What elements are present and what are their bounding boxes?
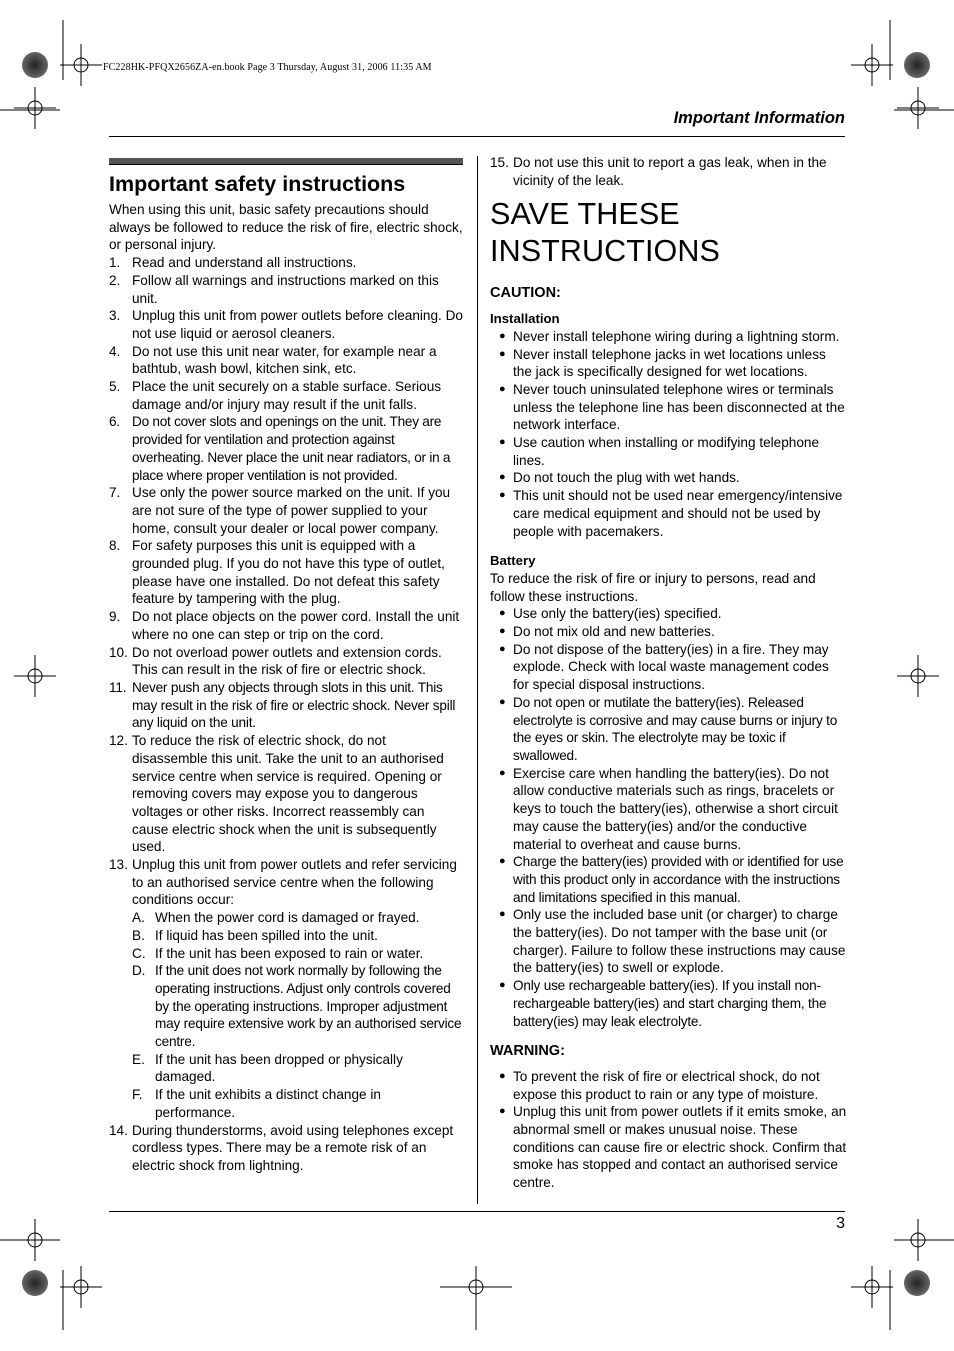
list-item: 15. Do not use this unit to report a gas leak, when in the vicinity of the leak.	[490, 155, 827, 188]
sub-list-item: C. If the unit has been exposed to rain or water.	[132, 945, 424, 961]
list-item: ● Unplug this unit from power outlets if it emits smoke, an abnormal smell or makes unusual noise. These conditions can cause fire or electric shock. Confirm that smoke has stopped and contact an authorised service centre.	[499, 1104, 847, 1191]
list-item: 3. Unplug this unit from power outlets before cleaning. Do not use liquid or aerosol cleaners.	[109, 308, 463, 341]
list-item: ● This unit should not be used near emergency/intensive care medical equipment and should not be used by people with pacemakers.	[499, 488, 843, 539]
list-item: 13. Unplug this unit from power outlets and refer servicing to an authorised service centre when the following conditions occur: A. When the power cord is damaged or frayed. B. If liquid has been spilled into the unit. C. If the unit has been exposed to rain or water. D. If the unit does not work normally by following the operating instructions. Adjust only controls covered by the operating instructions. Improper adjustment may require extensive work by an authorised service centre. E. If the unit has been dropped or physically damaged. F. If the unit exhibits a distinct change in performance.	[109, 857, 462, 1120]
column-divider	[477, 156, 478, 1204]
installation-list	[490, 328, 847, 540]
list-item: 14. During thunderstorms, avoid using telephones except cordless types. There may be a remote risk of an electric shock from lightning.	[109, 1122, 454, 1173]
list-item: ● Never touch uninsulated telephone wires or terminals unless the telephone line has been disconnected at the network interface.	[499, 381, 845, 433]
list-item: ● To prevent the risk of fire or electrical shock, do not expose this product to rain or any type of moisture.	[499, 1068, 820, 1102]
list-item: ● Use only the battery(ies) specified.	[499, 606, 722, 622]
list-item: ● Do not touch the plug with wet hands.	[499, 470, 740, 486]
list-item: ● Use caution when installing or modifying telephone lines.	[499, 435, 820, 468]
list-item: 1. Read and understand all instructions.	[109, 255, 357, 271]
list-item: ● Charge the battery(ies) provided with or identified for use with this product only in accordance with the instructions and limitations specified in this manual.	[499, 854, 844, 905]
safety-list	[109, 254, 463, 1175]
list-item: 7. Use only the power source marked on the unit. If you are not sure of the type of power supplied to your home, consult your dealer or local power company.	[109, 485, 451, 536]
list-item: ● Exercise care when handling the battery(ies). Do not allow conductive materials such as rings, bracelets or keys to touch the battery(ies), otherwise a short circuit may cause the battery(ies) and/or the conductive material to overheat and cause burns.	[499, 765, 838, 852]
caution-heading: CAUTION:	[490, 285, 561, 302]
list-item: ● Never install telephone jacks in wet locations unless the jack is specifically designed for wet locations.	[499, 346, 826, 380]
sub-list-item: D. If the unit does not work normally by following the operating instructions. Adjust only controls covered by the operating instructions. Improper adjustment may require extensive work by an authorised service centre.	[132, 963, 462, 1050]
left-column	[109, 170, 463, 1175]
right-column	[490, 154, 847, 1192]
list-item: 5. Place the unit securely on a stable surface. Serious damage and/or injury may result if the unit falls.	[109, 379, 442, 412]
print-line: FC228HK-PFQX2656ZA-en.book Page 3 Thursday, August 31, 2006 11:35 AM	[103, 62, 432, 73]
list-item: 2. Follow all warnings and instructions marked on this unit.	[109, 272, 439, 306]
sub-list-item: E. If the unit has been dropped or physically damaged.	[132, 1051, 403, 1085]
footer-rule	[109, 1211, 845, 1212]
sub-list	[132, 909, 463, 1121]
intro-paragraph: When using this unit, basic safety precautions should always be followed to reduce the risk of fire, electric shock, or personal injury.	[109, 202, 463, 253]
sub-list-item: F. If the unit exhibits a distinct change in performance.	[132, 1087, 381, 1120]
installation-heading: Installation	[490, 311, 560, 327]
list-item: ● Never install telephone wiring during a lightning storm.	[499, 328, 840, 344]
sub-list-item: B. If liquid has been spilled into the unit.	[132, 927, 378, 943]
battery-list	[490, 605, 847, 1030]
list-item: 8. For safety purposes this unit is equipped with a grounded plug. If you do not have this type of outlet, please have one installed. Do not defeat this safety feature by tampering with the plug.	[109, 538, 445, 607]
list-item: ● Only use the included base unit (or charger) to charge the battery(ies). Do not tamper with the base unit (or charger). Failure to follow these instructions may cause the battery(ies) to swell or explode.	[499, 907, 846, 976]
battery-heading: Battery	[490, 553, 536, 569]
list-item: 6. Do not cover slots and openings on the unit. They are provided for ventilation and protection against overheating. Never place the unit near radiators, or in a place where proper ventilation is not provided.	[109, 414, 451, 483]
warning-list	[490, 1068, 847, 1192]
section-heading: Important safety instructions	[109, 172, 406, 196]
battery-intro: To reduce the risk of fire or injury to persons, read and follow these instructions.	[490, 570, 816, 604]
list-item: 4. Do not use this unit near water, for example near a bathtub, wash bowl, kitchen sink, etc.	[109, 343, 437, 377]
save-instructions-title: SAVE THESE INSTRUCTIONS	[490, 197, 720, 269]
list-item: 9. Do not place objects on the power cord. Install the unit where no one can step or trip on the cord.	[109, 609, 460, 642]
sub-list-item: A. When the power cord is damaged or frayed.	[132, 910, 420, 926]
header-rule	[109, 136, 845, 137]
safety-list-continued	[490, 154, 847, 189]
list-item: ● Do not dispose of the battery(ies) in a fire. They may explode. Check with local waste management codes for special disposal instructions.	[499, 641, 829, 693]
page-number: 3	[836, 1215, 845, 1232]
list-item: 12. To reduce the risk of electric shock, do not disassemble this unit. Take the unit to an authorised service centre when service is required. Opening or removing covers may expose you to dangerous voltages or other risks. Incorrect reassembly can cause electric shock when the unit is subsequently used.	[109, 733, 444, 855]
warning-heading: WARNING:	[490, 1043, 565, 1060]
section-bar	[109, 158, 463, 164]
list-item: ● Do not mix old and new batteries.	[499, 624, 715, 640]
list-item: ● Only use rechargeable battery(ies). If you install non-rechargeable battery(ies) and start charging them, the battery(ies) may leak electrolyte.	[499, 978, 827, 1029]
list-item: 10. Do not overload power outlets and extension cords. This can result in the risk of fire or electric shock.	[109, 644, 442, 678]
list-item: 11. Never push any objects through slots in this unit. This may result in the risk of fire or electric shock. Never spill any liquid on the unit.	[109, 679, 456, 731]
header-title: Important Information	[673, 109, 845, 127]
list-item: ● Do not open or mutilate the battery(ies). Released electrolyte is corrosive and may cause burns or injury to the eyes or skin. The electrolyte may be toxic if swallowed.	[499, 694, 838, 763]
